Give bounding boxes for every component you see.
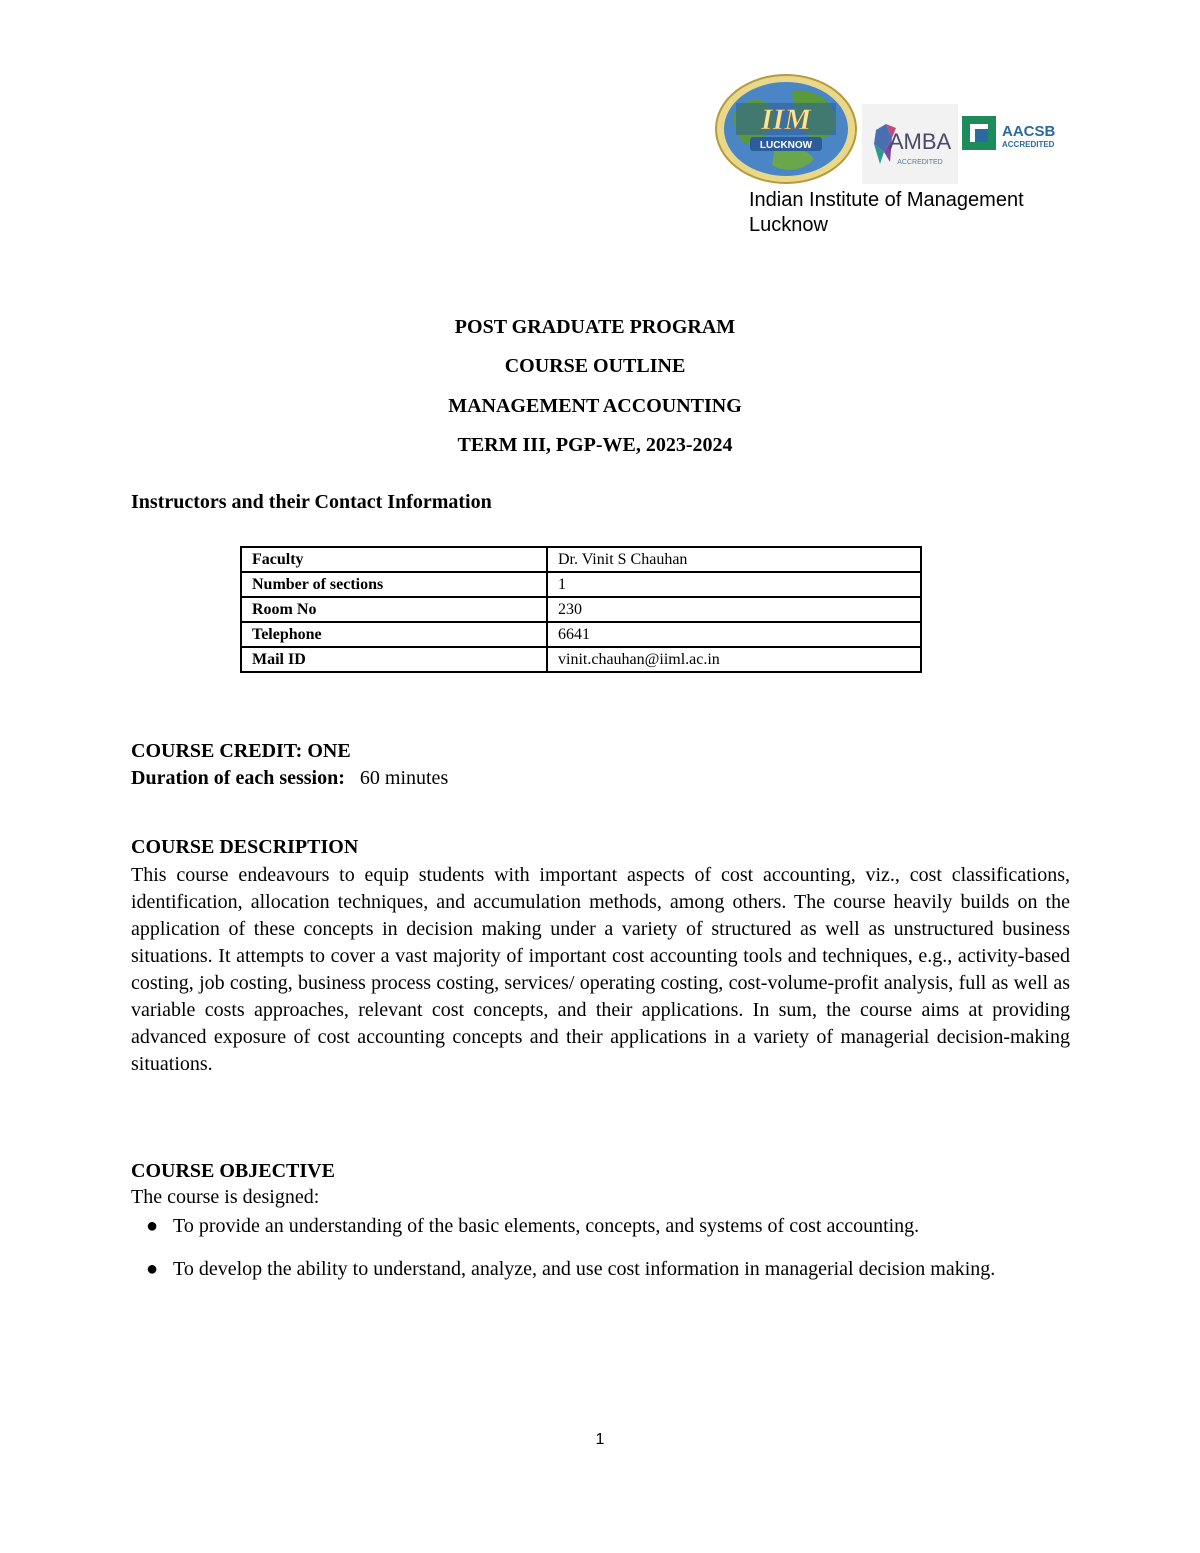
contact-table [240, 546, 922, 673]
objective-list [131, 1212, 1071, 1298]
row-label: Number of sections [241, 572, 547, 597]
svg-text:AACSB: AACSB [1002, 123, 1056, 140]
table-row [241, 547, 921, 572]
row-value: 230 [547, 597, 921, 622]
outline-title: COURSE OUTLINE [504, 355, 686, 377]
duration-value: 60 minutes [359, 767, 449, 789]
svg-text:LUCKNOW: LUCKNOW [759, 140, 813, 151]
objective-intro: The course is designed: [131, 1186, 320, 1208]
list-item: ● To develop the ability to understand, analyze, and use cost information in managerial decision making. [131, 1255, 1071, 1284]
duration-label: Duration of each session: [131, 767, 345, 789]
svg-text:IIM: IIM [760, 103, 812, 136]
table-row [241, 572, 921, 597]
iim-lucknow-logo [714, 73, 858, 185]
row-value: 1 [547, 572, 921, 597]
description-heading: COURSE DESCRIPTION [131, 836, 359, 858]
svg-text:ACCREDITED: ACCREDITED [1002, 140, 1055, 149]
bullet-icon: ● [145, 1215, 159, 1237]
objective-heading: COURSE OBJECTIVE [131, 1160, 335, 1182]
row-label: Faculty [241, 547, 547, 572]
term-title: TERM III, PGP-WE, 2023-2024 [457, 434, 733, 456]
row-value: Dr. Vinit S Chauhan [547, 547, 921, 572]
description-text: This course endeavours to equip students with important aspects of cost accounting, viz., cost classifications, identification, allocation techniques, and accumulation methods, among others. The course heavily builds on the application of these concepts in decision making under a variety of structured as well as unstructured business situations. It attempts to cover a vast majority of important cost accounting tools and techniques, e.g., activity-based costing, job costing, business process costing, services/ operating costing, cost-volume-profit analysis, full as well as variable costs approaches, relevant cost concepts, and their applications. In sum, the course aims at providing advanced exposure of cost accounting concepts and their applications in a variety of managerial decision-making situations. [131, 864, 1070, 1075]
email-link[interactable]: vinit.chauhan@iiml.ac.in [547, 647, 921, 672]
table-row [241, 622, 921, 647]
institute-name-line1: Indian Institute of Management [749, 189, 1024, 211]
course-title: MANAGEMENT ACCOUNTING [448, 395, 742, 417]
row-value: 6641 [547, 622, 921, 647]
table-row [241, 647, 921, 672]
row-label: Room No [241, 597, 547, 622]
program-title: POST GRADUATE PROGRAM [454, 316, 736, 338]
course-credit-block [131, 738, 448, 792]
page-number: 1 [595, 1431, 605, 1448]
svg-text:ACCREDITED: ACCREDITED [897, 159, 943, 166]
amba-accredited-logo [862, 104, 958, 184]
list-item: ● To provide an understanding of the basic elements, concepts, and systems of cost accounting. [131, 1212, 1071, 1241]
instructors-heading: Instructors and their Contact Information [131, 491, 492, 513]
institute-name-line2: Lucknow [749, 214, 828, 236]
aacsb-accredited-logo [962, 114, 1072, 154]
table-row [241, 597, 921, 622]
bullet-icon: ● [145, 1258, 159, 1280]
svg-text:AMBA: AMBA [888, 129, 952, 154]
row-label: Telephone [241, 622, 547, 647]
row-label: Mail ID [241, 647, 547, 672]
course-credit-line: COURSE CREDIT: ONE [131, 740, 351, 762]
institute-name [749, 188, 1024, 238]
